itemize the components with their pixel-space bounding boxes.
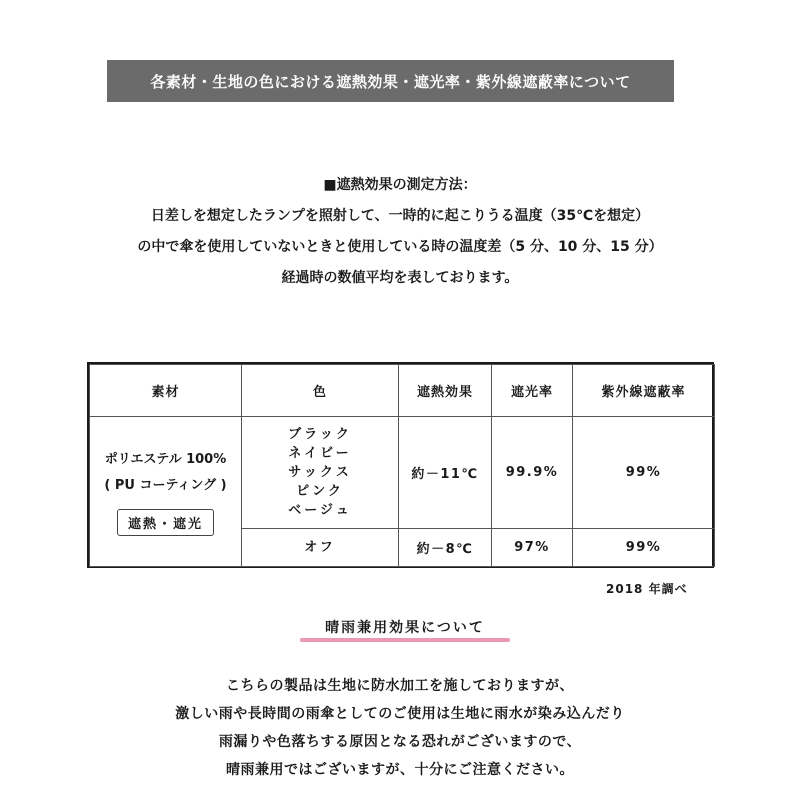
rain-section-heading-wrap bbox=[300, 617, 510, 637]
material-cell bbox=[90, 417, 242, 567]
color-name: オフ bbox=[304, 540, 336, 555]
color-name: ベージュ bbox=[288, 503, 352, 518]
header-material: 素材 bbox=[90, 365, 242, 417]
measurement-method-section bbox=[0, 170, 800, 294]
colors-cell bbox=[242, 417, 399, 529]
notice-line: 雨漏りや色落ちする原因となる恐れがございますので、 bbox=[218, 734, 582, 750]
light-block-value: 99.9% bbox=[492, 417, 573, 529]
header-light-block: 遮光率 bbox=[492, 365, 573, 417]
color-name: サックス bbox=[288, 465, 352, 480]
notice-line: 晴雨兼用ではございますが、十分にご注意ください。 bbox=[226, 762, 574, 778]
header-uv-block: 紫外線遮蔽率 bbox=[573, 365, 715, 417]
page-title: 各素材・生地の色における遮熱効果・遮光率・紫外線遮蔽率について bbox=[150, 72, 631, 91]
material-name: ポリエステル 100% bbox=[104, 452, 227, 467]
table-row bbox=[90, 417, 715, 529]
color-name: ピンク bbox=[296, 484, 344, 499]
heat-shield-value: 約－11℃ bbox=[399, 417, 492, 529]
color-name: ブラック bbox=[288, 427, 352, 442]
header-heat-shield: 遮熱効果 bbox=[399, 365, 492, 417]
notice-line: こちらの製品は生地に防水加工を施しておりますが、 bbox=[226, 678, 574, 694]
feature-badge: 遮熱・遮光 bbox=[117, 509, 214, 536]
rain-notice bbox=[0, 672, 800, 784]
material-coating: ( PU コーティング ) bbox=[104, 478, 227, 493]
method-heading: ■遮熱効果の測定方法： bbox=[323, 177, 477, 193]
method-line: の中で傘を使用していないときと使用している時の温度差（5 分、10 分、15 分） bbox=[137, 239, 663, 255]
heat-shield-value: 約－8℃ bbox=[399, 529, 492, 567]
uv-block-value: 99% bbox=[573, 417, 715, 529]
colors-cell bbox=[242, 529, 399, 567]
header-color: 色 bbox=[242, 365, 399, 417]
rain-section-heading: 晴雨兼用効果について bbox=[325, 620, 485, 636]
survey-year-note: 2018 年調べ bbox=[606, 582, 688, 596]
method-line: 日差しを想定したランプを照射して、一時的に起こりうる温度（35℃を想定） bbox=[150, 208, 650, 224]
spec-table bbox=[87, 362, 714, 568]
method-line: 経過時の数値平均を表しております。 bbox=[281, 270, 519, 286]
light-block-value: 97% bbox=[492, 529, 573, 567]
notice-line: 激しい雨や長時間の雨傘としてのご使用は生地に雨水が染み込んだり bbox=[175, 706, 625, 722]
page-title-banner bbox=[107, 60, 674, 102]
table-header-row bbox=[90, 365, 715, 417]
heading-underline bbox=[300, 638, 510, 642]
color-name: ネイビー bbox=[288, 446, 352, 461]
uv-block-value: 99% bbox=[573, 529, 715, 567]
